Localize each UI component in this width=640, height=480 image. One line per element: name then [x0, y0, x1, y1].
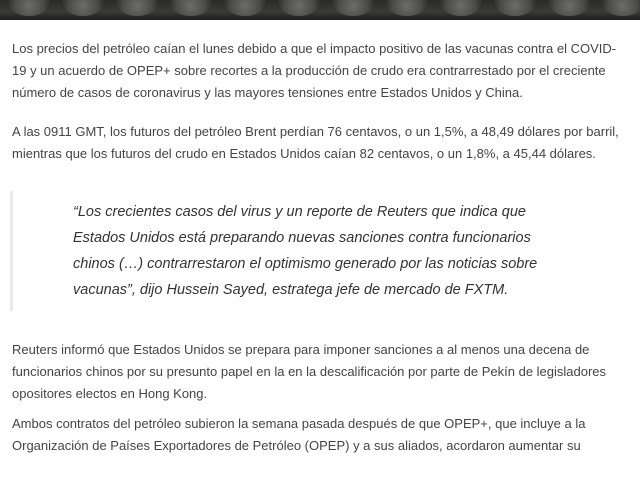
- barrel-image-part: [438, 0, 484, 16]
- barrel-image-part: [222, 0, 268, 16]
- article-paragraph: Reuters informó que Estados Unidos se prepara para imponer sanciones a al menos una decena de funcionarios chinos por su presunto papel en la en la descalificación por parte de Pekín de legisladores opositores electos en Hong Kong.: [12, 342, 607, 401]
- barrel-image-part: [330, 0, 376, 16]
- pull-quote-text: “Los crecientes casos del virus y un reporte de Reuters que indica que Estados Unidos está preparando nuevas sanciones contra funcionarios chinos (…) contrarrestaron el optimismo generado por las noticias sobre vacunas”, dijo Hussein Sayed, estratega jefe de mercado de FXTM.: [73, 204, 538, 298]
- barrel-image-part: [384, 0, 430, 16]
- article-paragraph: Ambos contratos del petróleo subieron la semana pasada después de que OPEP+, que incluye a la Organización de Países Exportadores de Petróleo (OPEP) y a sus aliados, acordaron aumentar su: [12, 416, 586, 453]
- barrel-image-part: [60, 0, 106, 16]
- article-paragraph: A las 0911 GMT, los futuros del petróleo Brent perdían 76 centavos, o un 1,5%, a 48,49 dólares por barril, mientras que los futuros del crudo en Estados Unidos caían 82 centavos, o un 1,8%, a 45,44 dólares.: [12, 124, 619, 161]
- barrel-image-part: [168, 0, 214, 16]
- barrel-image-part: [6, 0, 52, 16]
- barrel-image-part: [546, 0, 592, 16]
- barrel-image-part: [600, 0, 640, 16]
- barrel-image-part: [114, 0, 160, 16]
- barrel-image-part: [492, 0, 538, 16]
- article-hero-image: [0, 0, 640, 20]
- barrel-image-part: [276, 0, 322, 16]
- pull-quote: [10, 191, 626, 311]
- article-paragraph: Los precios del petróleo caían el lunes debido a que el impacto positivo de las vacunas contra el COVID-19 y un acuerdo de OPEP+ sobre recortes a la producción de crudo era contrarrestado por el creciente número de casos de coronavirus y las mayores tensiones entre Estados Unidos y China.: [12, 41, 617, 100]
- article-body: [12, 38, 628, 474]
